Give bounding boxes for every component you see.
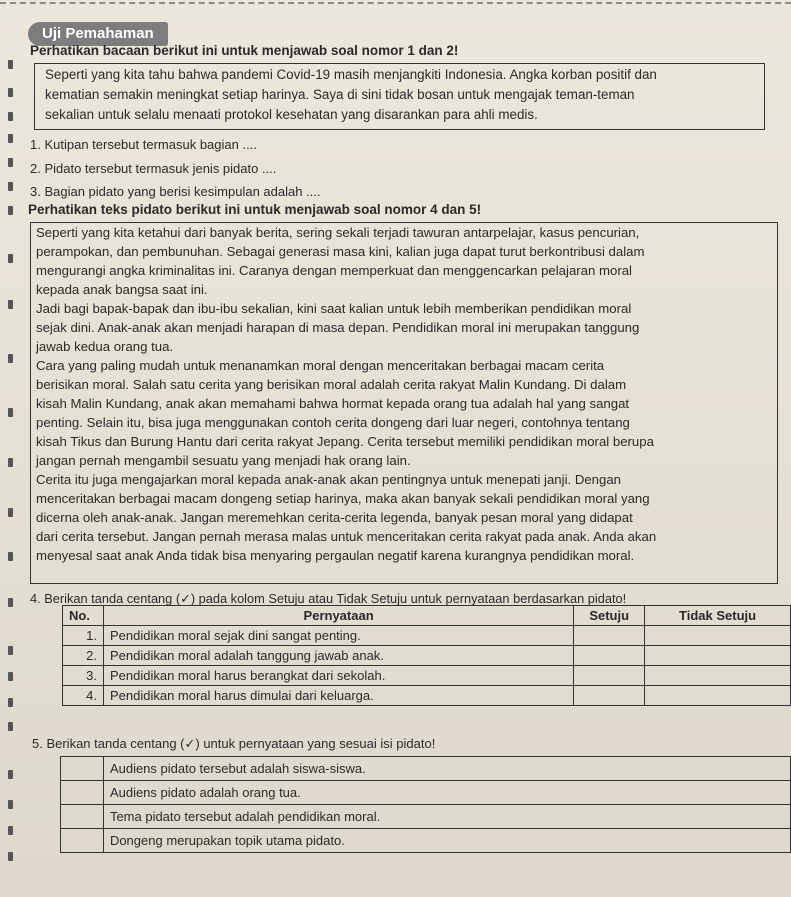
passage2-line: jangan pernah mengambil sesuatu yang menjadi hak orang lain. [36, 453, 411, 468]
binding-holes [6, 0, 18, 897]
passage2-line: dicerna oleh anak-anak. Jangan meremehkan cerita-cerita legenda, banyak pesan moral yang didapat [36, 510, 633, 525]
agree-checkbox-cell[interactable] [574, 686, 645, 706]
row-statement: Pendidikan moral harus dimulai dari keluarga. [103, 686, 573, 706]
table-row [63, 686, 791, 706]
row-number: 4. [63, 686, 104, 706]
section2-instruction: Perhatikan teks pidato berikut ini untuk menjawab soal nomor 4 dan 5! [28, 202, 482, 217]
row-number: 3. [63, 666, 104, 686]
row-number: 2. [63, 646, 104, 666]
passage2-line: menyesal saat anak Anda tidak bisa menyaring pergaulan negatif karena kurangnya pendidikan moral. [36, 548, 635, 563]
passage2-line: sejak dini. Anak-anak akan menjadi harapan di masa depan. Pendidikan moral ini merupakan tanggung [36, 320, 640, 335]
passage1-line: kematian semakin meningkat setiap harinya. Saya di sini tidak bosan untuk mengajak teman-teman [45, 87, 635, 102]
row-number: 1. [63, 626, 104, 646]
table-row [63, 626, 791, 646]
checklist-statement: Audiens pidato tersebut adalah siswa-siswa. [103, 757, 790, 781]
table-row [61, 757, 791, 781]
header-disagree: Tidak Setuju [645, 606, 791, 626]
checklist-statement: Audiens pidato adalah orang tua. [103, 781, 790, 805]
passage-box-2 [30, 222, 778, 584]
question-5-prompt: 5. Berikan tanda centang (✓) untuk pernyataan yang sesuai isi pidato! [32, 736, 436, 751]
passage2-line: Seperti yang kita ketahui dari banyak berita, sering sekali terjadi tawuran antarpelajar, kasus pencurian, [36, 225, 640, 240]
check-cell[interactable] [61, 781, 104, 805]
row-statement: Pendidikan moral sejak dini sangat penting. [103, 626, 573, 646]
agree-checkbox-cell[interactable] [574, 666, 645, 686]
agree-checkbox-cell[interactable] [574, 626, 645, 646]
disagree-checkbox-cell[interactable] [645, 686, 791, 706]
passage2-line: Jadi bagi bapak-bapak dan ibu-ibu sekalian, kini saat kalian untuk lebih memberikan pendidikan moral [36, 301, 632, 316]
question-3: 3. Bagian pidato yang berisi kesimpulan adalah .... [30, 184, 321, 199]
passage2-line: kisah Tikus dan Burung Hantu dari cerita rakyat Jepang. Cerita tersebut memiliki pendidikan moral berupa [36, 434, 654, 449]
table-row [61, 829, 791, 853]
passage1-line: Seperti yang kita tahu bahwa pandemi Covid-19 masih menjangkiti Indonesia. Angka korban positif dan [45, 67, 657, 82]
table-row [63, 646, 791, 666]
passage1-line: sekalian untuk selalu menaati protokol kesehatan yang disarankan para ahli medis. [45, 107, 538, 122]
row-statement: Pendidikan moral adalah tanggung jawab anak. [103, 646, 573, 666]
check-cell[interactable] [61, 829, 104, 853]
checklist-table [60, 756, 791, 853]
passage2-line: dari cerita tersebut. Jangan pernah merasa malas untuk menceritakan cerita rakyat pada anak. Anda akan [36, 529, 657, 544]
passage2-line: penting. Selain itu, bisa juga menggunakan contoh cerita dongeng dari luar negeri, contohnya tentang [36, 415, 630, 430]
header-statement: Pernyataan [103, 606, 573, 626]
passage2-line: kisah Malin Kundang, anak akan memahami bahwa hormat kepada orang tua adalah hal yang sangat [36, 396, 630, 411]
disagree-checkbox-cell[interactable] [645, 646, 791, 666]
passage2-line: perampokan, dan pembunuhan. Sebagai generasi masa kini, kalian juga dapat turut berkontribusi dalam [36, 244, 645, 259]
agreement-table [62, 605, 791, 706]
top-dashed-edge [0, 2, 791, 14]
disagree-checkbox-cell[interactable] [645, 666, 791, 686]
table-row [61, 781, 791, 805]
passage2-line: mengurangi angka kriminalitas ini. Caranya dengan memperkuat dan menggencarkan pelajaran moral [36, 263, 632, 278]
passage-box-1 [34, 63, 765, 130]
disagree-checkbox-cell[interactable] [645, 626, 791, 646]
question-1: 1. Kutipan tersebut termasuk bagian .... [30, 137, 257, 152]
checklist-statement: Tema pidato tersebut adalah pendidikan moral. [103, 805, 790, 829]
check-cell[interactable] [61, 805, 104, 829]
table-row [63, 666, 791, 686]
check-cell[interactable] [61, 757, 104, 781]
row-statement: Pendidikan moral harus berangkat dari sekolah. [103, 666, 573, 686]
section-banner: Uji Pemahaman [28, 22, 168, 46]
agree-checkbox-cell[interactable] [574, 646, 645, 666]
checklist-statement: Dongeng merupakan topik utama pidato. [103, 829, 790, 853]
table-row [61, 805, 791, 829]
header-no: No. [63, 606, 104, 626]
question-4-prompt: 4. Berikan tanda centang (✓) pada kolom Setuju atau Tidak Setuju untuk pernyataan berdasarkan pidato! [30, 591, 627, 606]
passage2-line: menceritakan berbagai macam dongeng setiap harinya, maka akan banyak sekali pendidikan moral yang [36, 491, 650, 506]
question-2: 2. Pidato tersebut termasuk jenis pidato .... [30, 161, 277, 176]
passage2-line: berisikan moral. Salah satu cerita yang berisikan moral adalah cerita rakyat Malin Kundang. Di dalam [36, 377, 627, 392]
passage2-line: Cara yang paling mudah untuk menanamkan moral dengan menceritakan berbagai macam cerita [36, 358, 605, 373]
section1-instruction: Perhatikan bacaan berikut ini untuk menjawab soal nomor 1 dan 2! [30, 43, 459, 58]
table-header-row [63, 606, 791, 626]
header-agree: Setuju [574, 606, 645, 626]
passage2-line: jawab kedua orang tua. [36, 339, 174, 354]
passage2-line: Cerita itu juga mengajarkan moral kepada anak-anak akan pentingnya untuk menepati janji. Dengan [36, 472, 622, 487]
passage2-line: kepada anak bangsa saat ini. [36, 282, 208, 297]
